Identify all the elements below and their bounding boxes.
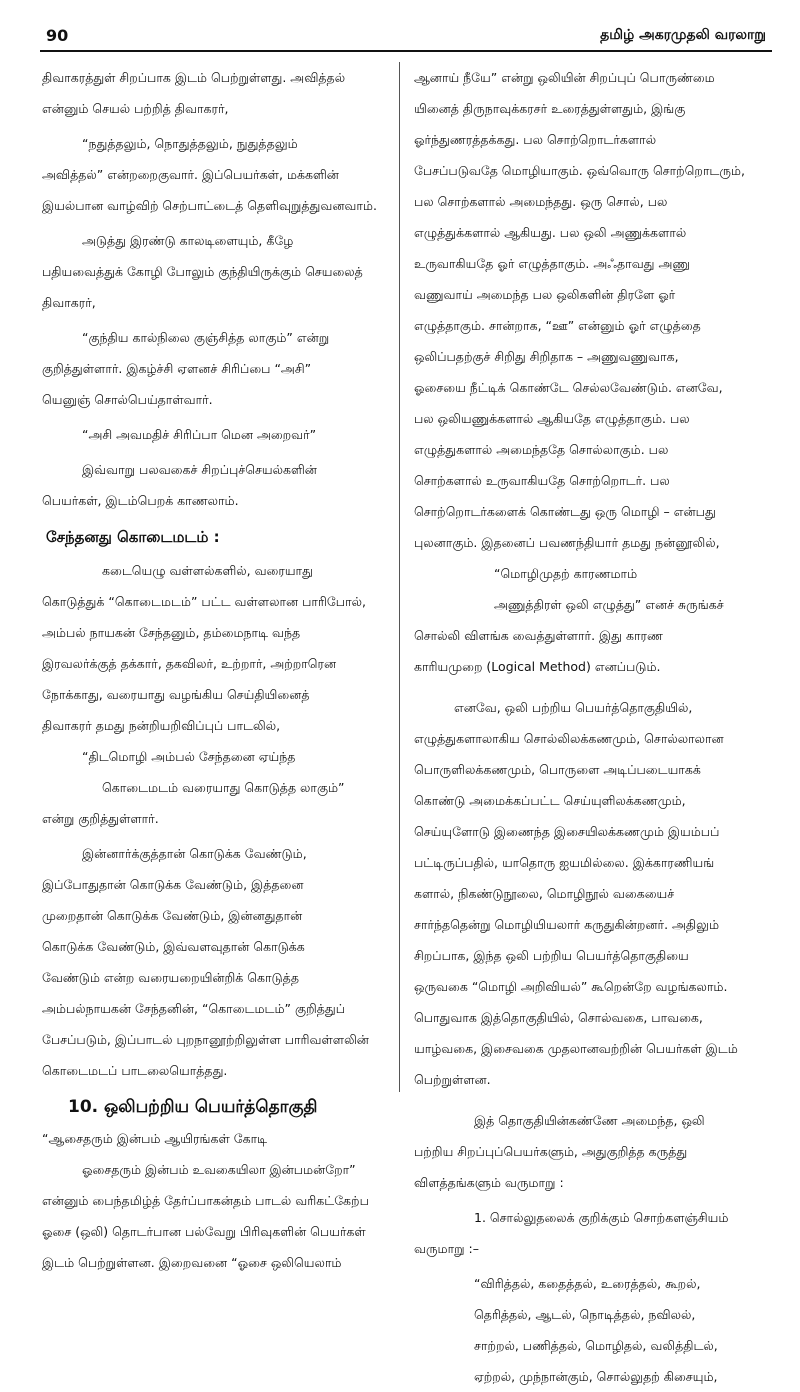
text-line: ஓசை (ஒலி) தொடர்பான பல்வேறு பிரிவுகளின் பெயர்கள் — [42, 1224, 366, 1239]
text-line: “ஆசைதரும் இன்பம் ஆயிரங்கள் கோடி — [42, 1131, 268, 1146]
left-column — [42, 62, 400, 1270]
text-line: எழுத்துக்களால் ஆகியது. பல ஒலி அணுக்களால் — [414, 225, 687, 240]
text-line: சார்ந்ததென்று மொழியியலார் கருதுகின்றனர். அதிலும் — [414, 917, 720, 932]
text-line: பேசப்படும், இப்பாடல் புறநானூற்றிலுள்ள பாரிவள்ளலின் — [42, 1032, 369, 1047]
section-heading: 10. ஒலிபற்றிய பெயர்த்தொகுதி — [68, 1097, 318, 1117]
text-line: அடுத்து இரண்டு காலடிளையும், கீழே — [82, 233, 294, 248]
text-line: என்று குறித்துள்ளார். — [42, 811, 159, 826]
text-line: சிறப்பாக, இந்த ஒலி பற்றிய பெயர்த்தொகுதியை — [414, 948, 689, 963]
text-line: அம்பல்நாயகன் சேந்தனின், “கொடைமடம்” குறித்துப் — [42, 1001, 346, 1016]
text-line: இரவலர்க்குத் தக்கார், தகவிலர், உற்றார், அற்றாரென — [42, 656, 337, 671]
list-item — [414, 1202, 776, 1264]
text-line: செய்யுளோடு இணைந்த இசையிலக்கணமும் இயம்பப் — [414, 824, 720, 839]
text-line: பெயர்கள், இடம்பெறக் காணலாம். — [42, 493, 239, 508]
text-line: வணுவாய் அமைந்த பல ஒலிகளின் திரளே ஓர் — [414, 287, 676, 302]
text-line: முறைதான் கொடுக்க வேண்டும், இன்னதுதான் — [42, 908, 303, 923]
paragraph — [42, 838, 400, 1086]
text-line: “குந்திய கால்நிலை குஞ்சித்த லாகும்” என்று — [82, 330, 330, 345]
running-title: தமிழ் அகரமுதலி வரலாறு — [600, 27, 766, 43]
right-column — [414, 62, 776, 1384]
text-line: சாற்றல், பணித்தல், மொழிதல், வலித்திடல், — [474, 1338, 718, 1353]
text-line: இவ்வாறு பலவகைச் சிறப்புச்செயல்களின் — [82, 462, 317, 477]
text-line: பல சொற்களால் அமைந்தது. ஒரு சொல், பல — [414, 194, 668, 209]
text-line: குறித்துள்ளார். இகழ்ச்சி ஏளனச் சிரிப்பை “அசி” — [42, 361, 312, 376]
text-line: நோக்காது, வரையாது வழங்கிய செய்தியினைத் — [42, 687, 310, 702]
text-line: பட்டிருப்பதில், யாதொரு ஐயமில்லை. இக்காரணியங் — [414, 855, 715, 870]
text-line: பதியவைத்துக் கோழி போலும் குந்தியிருக்கும் செயலைத் — [42, 264, 363, 279]
paragraph — [42, 1185, 400, 1278]
text-line: இப்போதுதான் கொடுக்க வேண்டும், இத்தனை — [42, 877, 304, 892]
text-line: சொற்களால் உருவாகியதே சொற்றொடர். பல — [414, 473, 670, 488]
text-line: யாழ்வகை, இசைவகை முதலானவற்றின் பெயர்கள் இடம் — [414, 1041, 738, 1056]
text-line: ஆனாய் நீயே” என்று ஒலியின் சிறப்புப் பொருண்மை — [414, 70, 715, 85]
paragraph — [414, 62, 776, 558]
text-line: வருமாறு :– — [414, 1241, 480, 1256]
text-line: “மொழிமுதற் காரணமாம் — [494, 566, 638, 581]
text-line: ஒருவகை “மொழி அறிவியல்” கூறென்றே வழங்கலாம். — [414, 979, 728, 994]
paragraph — [414, 692, 776, 1095]
text-line: காரியமுறை (Logical Method) எனப்படும். — [414, 659, 661, 674]
quotation — [42, 741, 400, 834]
text-line: உருவாகியதே ஓர் எழுத்தாகும். அஃதாவது அணு — [414, 256, 690, 271]
paragraph — [42, 454, 400, 516]
text-line: “நதுத்தலும், நொதுத்தலும், நுதுத்தலும் — [82, 136, 298, 151]
text-line: ஏற்றல், முந்நான்கும், சொல்லுதற் கிசையும், — [474, 1369, 718, 1384]
page-header — [40, 24, 772, 52]
text-line: எழுத்துகளால் அமைந்ததே சொல்லாகும். பல — [414, 442, 669, 457]
text-line: விளத்தங்களும் வருமாறு : — [414, 1175, 564, 1190]
text-line: திவாகரர், — [42, 295, 96, 310]
text-line: யெனுஞ் சொல்பெய்தாள்வார். — [42, 392, 213, 407]
paragraph — [414, 1105, 776, 1198]
text-line: இத் தொகுதியின்கண்ணே அமைந்த, ஒலி — [474, 1113, 705, 1128]
text-line: சொல்லி விளங்க வைத்துள்ளார். இது காரண — [414, 628, 663, 643]
text-line: பல ஒலியணுக்களால் ஆகியதே எழுத்தாகும். பல — [414, 411, 690, 426]
text-line: கொடைமடம் வரையாது கொடுத்த லாகும்” — [102, 780, 345, 795]
text-line: புலனாகும். இதனைப் பவணந்தியார் தமது நன்னூலில், — [414, 535, 720, 550]
text-line: கொண்டு அமைக்கப்பட்ட செய்யுளிலக்கணமும், — [414, 793, 686, 808]
text-line: களால், நிகண்டுநூலை, மொழிநூல் வகையைச் — [414, 886, 675, 901]
quotation — [42, 1123, 400, 1185]
text-line: ஒலிப்பதற்குச் சிறிது சிறிதாக – அணுவணுவாக, — [414, 349, 679, 364]
text-line: யினைத் திருநாவுக்கரசர் உரைத்துள்ளதும், இங்கு — [414, 101, 686, 116]
paragraph — [42, 225, 400, 318]
quotation: “அசி அவமதிச் சிரிப்பா மென அறைவர்” — [82, 427, 317, 442]
paragraph — [42, 555, 400, 741]
text-line: எழுத்தாகும். சான்றாக, “ஊ” என்னும் ஓர் எழுத்தை — [414, 318, 701, 333]
paragraph — [42, 62, 400, 124]
text-line: இடம் பெற்றுள்ளன. இறைவனை “ஓசை ஒலியெலாம் — [42, 1255, 342, 1270]
text-line: கொடுத்துக் “கொடைமடம்” பட்ட வள்ளலான பாரிபோல், — [42, 594, 366, 609]
text-line: அணுத்திரள் ஒலி எழுத்து” எனச் சுருங்கச் — [494, 597, 724, 612]
quotation — [42, 128, 400, 221]
page-number: 90 — [46, 26, 69, 45]
text-line: “விரித்தல், கதைத்தல், உரைத்தல், கூறல், — [474, 1276, 701, 1291]
quotation — [42, 322, 400, 415]
text-line: இன்னார்க்குத்தான் கொடுக்க வேண்டும், — [82, 846, 307, 861]
text-line: எனவே, ஒலி பற்றிய பெயர்த்தொகுதியில், — [454, 700, 693, 715]
text-line: பெற்றுள்ளன. — [414, 1072, 491, 1087]
text-line: பற்றிய சிறப்புப்பெயர்களும், அதுகுறித்த கருத்து — [414, 1144, 688, 1159]
text-line: எழுத்துகளாலாகிய சொல்லிலக்கணமும், சொல்லாலான — [414, 731, 724, 746]
text-line: வேண்டும் என்ற வரையறையின்றிக் கொடுத்த — [42, 970, 299, 985]
text-line: பொருளிலக்கணமும், பொருளை அடிப்படையாகக் — [414, 762, 701, 777]
text-line: தெரித்தல், ஆடல், நொடித்தல், நவிலல், — [474, 1307, 696, 1322]
text-line: சொற்றொடர்களைக் கொண்டது ஒரு மொழி – என்பது — [414, 504, 716, 519]
text-line: என்னும் பைந்தமிழ்த் தேர்ப்பாகன்தம் பாடல் வரிகட்கேற்ப — [42, 1193, 369, 1208]
text-line: திவாகரர் தமது நன்றியறிவிப்புப் பாடலில், — [42, 718, 281, 733]
text-line: ஓசைதரும் இன்பம் உவகையிலா இன்பமன்றோ” — [82, 1162, 356, 1177]
text-line: பேசப்படுவதே மொழியாகும். ஒவ்வொரு சொற்றொடரும், — [414, 163, 745, 178]
text-line: திவாகரத்துள் சிறப்பாக இடம் பெற்றுள்ளது. அவித்தல் — [42, 70, 346, 85]
subheading: சேந்தனது கொடைமடம் : — [46, 528, 220, 546]
text-line: ஓர்ந்துணரத்தக்கது. பல சொற்றொடர்களால் — [414, 132, 657, 147]
text-line: அவித்தல்” என்றறைகுவார். இப்பெயர்கள், மக்களின் — [42, 167, 339, 182]
text-line: என்னும் செயல் பற்றித் திவாகரர், — [42, 101, 229, 116]
text-line: கொடைமடப் பாடலையொத்தது. — [42, 1063, 228, 1078]
text-line: அம்பல் நாயகன் சேந்தனும், தம்மைநாடி வந்த — [42, 625, 301, 640]
text-line: “திடமொழி அம்பல் சேந்தனை ஏய்ந்த — [82, 749, 296, 764]
text-line: பொதுவாக இத்தொகுதியில், சொல்வகை, பாவகை, — [414, 1010, 703, 1025]
text-line: கடையெழு வள்ளல்களில், வரையாது — [102, 563, 313, 578]
paragraph — [414, 620, 776, 682]
text-line: ஓசையை நீட்டிக் கொண்டே செல்லவேண்டும். எனவே, — [414, 380, 723, 395]
text-line: கொடுக்க வேண்டும், இவ்வளவுதான் கொடுக்க — [42, 939, 305, 954]
quotation — [414, 558, 776, 620]
text-line: 1. சொல்லுதலைக் குறிக்கும் சொற்களஞ்சியம் — [474, 1210, 729, 1225]
text-line: இயல்பான வாழ்விற் செற்பாட்டைத் தெளிவுறுத்துவனவாம். — [42, 198, 377, 213]
quotation — [414, 1268, 776, 1392]
